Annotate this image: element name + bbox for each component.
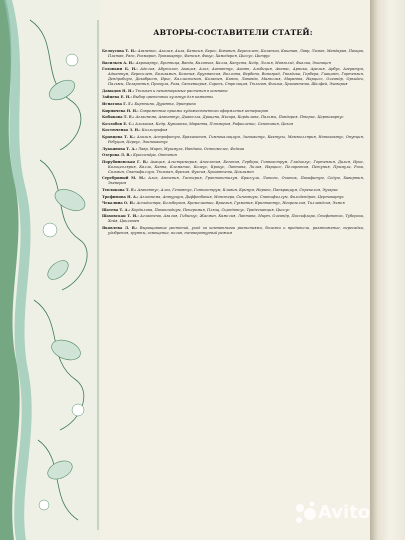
authors-section bbox=[102, 28, 364, 237]
book-gutter bbox=[370, 0, 405, 540]
author-topics: Азалия, Астрофитум, Бракихитон, Гимнокалициум, Зигокактус, Кактусы, Маммиллярия, Нотокактус, Опунция, Ребуция, Цереус, Эхинокактус bbox=[108, 134, 364, 144]
author-name: Озерова Л. В.: bbox=[102, 153, 132, 158]
author-entry bbox=[102, 67, 364, 87]
author-topics: Аделия, Абутилон, Акация, Алоэ, Агапантус, Акант, Альбиция, Ананас, Арника, Аралия, Арбуз, Агератум, Адиантум, Бересклет, Бальзамин, Бегония, Бругмансия, Валлота, Вербена, Виноград, Гвоздика, Гербера, Гиацинт, Гортензия, Дендробиум, Декабрист, Ирис, Каллистемон, Калатея, Канна, Лаванда, Магнолия, Маранта, Нарцисс, Олеандр, Орхидеи, Пальмы, Пеларгония, Примула, Роза, Сансевиерия, Сирень, Стрелиция, Тюльпан, Фиалка, Хризантема, Шалфей, Эхеверия bbox=[108, 67, 364, 87]
author-entry bbox=[102, 153, 364, 158]
author-topics: Кордилина, Пахипоидиум, Пеперомия, Плющ, Сциндапсус, Традесканция, Циссус bbox=[131, 207, 290, 212]
page-title: АВТОРЫ-СОСТАВИТЕЛИ СТАТЕЙ: bbox=[153, 28, 313, 37]
author-topics: Лавр, Мирт, Мушмула, Нандина, Остеомелес, Фейхоа bbox=[138, 146, 245, 151]
author-name: Козлобов Е. С.: bbox=[102, 121, 135, 126]
author-entry bbox=[102, 160, 364, 175]
author-entry bbox=[102, 128, 364, 133]
author-entry bbox=[102, 102, 364, 107]
author-entry bbox=[102, 95, 364, 100]
author-topics: Агапетес, Азалия, Аила, Банксия, Берес, Бовиния, Бересклет, Каланхоэ, Каштан, Лавр, Лимон, Мандарин, Пахира, Платан, Рапс, Розмарин, Трахикарпус, Фатсия, Фикус, Хамедорея, Циссус, Цитрус bbox=[108, 49, 364, 58]
author-topics: Выбор цветочных культур для комнаты bbox=[132, 95, 213, 100]
author-entry bbox=[102, 208, 364, 213]
author-name: Игнатова Г. Г.: bbox=[102, 101, 134, 106]
author-topics: Аглаонема, Агапантус, Дианелла, Драцена, Иксора, Кордилина, Пальмы, Пандорея, Птерис, Цертокарпус bbox=[135, 115, 344, 120]
author-entry bbox=[102, 176, 364, 186]
author-topics: Кроссандра, Оттония bbox=[133, 153, 177, 158]
author-topics: Алоказия, Кедр, Кувшинка, Маранта, Плюмерия, Рафиолепис, Сапониния, Цезия bbox=[135, 121, 294, 126]
author-entry bbox=[102, 135, 364, 145]
author-name: Чекалина О. Н.: bbox=[102, 201, 136, 206]
author-name: Лукьянова Т. А.: bbox=[102, 146, 137, 151]
author-name: Васильев А. Н.: bbox=[102, 60, 135, 65]
author-entry bbox=[102, 188, 364, 193]
author-entry bbox=[102, 109, 364, 114]
floral-ornament-border bbox=[0, 0, 100, 540]
author-name: Белоусова Т. Н.: bbox=[102, 49, 137, 53]
author-name: Костюченко З. Н.: bbox=[102, 128, 141, 133]
author-entry bbox=[102, 115, 364, 120]
author-name: Шаховская Т. И.: bbox=[102, 214, 139, 219]
author-entry bbox=[102, 214, 364, 224]
author-name: Серебряный М. М.: bbox=[102, 176, 146, 181]
author-entry bbox=[102, 226, 364, 236]
author-topics: Современные приемы художественного оформления интерьеров bbox=[139, 108, 268, 113]
authors-list bbox=[102, 49, 364, 236]
author-topics: Аглаонема, Антуриум, Диффенбахия, Монстера, Сингониум, Спатифиллум, Филодендрон, Цертокарпус bbox=[139, 194, 344, 199]
author-name: Трофимова Н. А.: bbox=[102, 194, 139, 199]
author-topics: Тюльпан и неповторимые растения в комнате bbox=[135, 88, 228, 93]
author-name: Порубиновская Г. В.: bbox=[102, 159, 149, 164]
author-entry bbox=[102, 122, 364, 127]
author-entry bbox=[102, 147, 364, 152]
author-topics: Бирючина, Дурантa, Эритрина bbox=[134, 101, 196, 106]
author-entry bbox=[102, 201, 364, 206]
author-topics: Выращивание растений, уход за комнатными растениями, болезни и вредители, размножение, пересадка, удобрения, грунты, освещение, полив, температурный режим bbox=[108, 225, 364, 235]
author-topics: Аглаонема, Азалия, Гибискус, Жасмин, Камелия, Лантана, Мирт, Олеандр, Пассифлора, Стефанотис, Туберозa, Хойя, Цикламен bbox=[108, 214, 364, 224]
author-name: Яковлева Л. В.: bbox=[102, 225, 138, 230]
author-name: Теплякова Т. Е.: bbox=[102, 187, 137, 192]
author-name: Головкин Б. Н.: bbox=[102, 67, 138, 72]
avito-watermark-label: Avito bbox=[318, 502, 371, 523]
author-name: Кобякова Т. Е.: bbox=[102, 115, 135, 120]
author-entry bbox=[102, 195, 364, 200]
author-name: Кравцова Т. К.: bbox=[102, 134, 136, 139]
author-topics: Акрокарпус, Бронница, Ванда, Каланхоэ, Калла, Капуста, Кедр, Лилия, Мангольд, Фиалка, Эхинацея bbox=[135, 60, 331, 65]
author-entry bbox=[102, 61, 364, 66]
author-name: Кирпичева Н. Н.: bbox=[102, 108, 139, 113]
author-topics: Алоэ, Аптения, Гастерия, Граптопеталум, Крассула, Литопс, Очиток, Пахифитум, Седум, Хавортия, Эхеверия bbox=[108, 176, 364, 186]
author-topics: Агапантус, Алоэ, Гемантус, Гиппеаструм, Кливия, Кринум, Нерине, Панкрациум, Спрекелия, Эухарис bbox=[137, 187, 339, 192]
author-entry bbox=[102, 49, 364, 59]
author-entry bbox=[102, 89, 364, 94]
author-name: Зайцева Е. Н.: bbox=[102, 95, 132, 100]
author-name: Шатева Т. А.: bbox=[102, 207, 131, 212]
author-topics: Каллиграфия bbox=[141, 128, 168, 133]
author-topics: Аспидистра, Бильбергия, Бромелиевые, Вриезия, Гузмания, Криптантус, Неорегелия, Тилландсия, Эхмея bbox=[136, 201, 345, 206]
author-name: Давыдов Н. Н.: bbox=[102, 88, 135, 93]
author-topics: Акация, Альстремерия, Ангелония, Бегония, Гербера, Гиппеаструм, Гладиолус, Гортензия, Далия, Ирис, Кальцеолярия, Калла, Канна, Клематис, Колеус, Крокус, Лантана, Лилия, Нарцисс, Пеларгония, Петуния, Примула, Роза, Сальвия, Спатифиллум, Тюльпан, Фрезия, Фуксия, Хризантема, Цикламен bbox=[108, 159, 364, 174]
